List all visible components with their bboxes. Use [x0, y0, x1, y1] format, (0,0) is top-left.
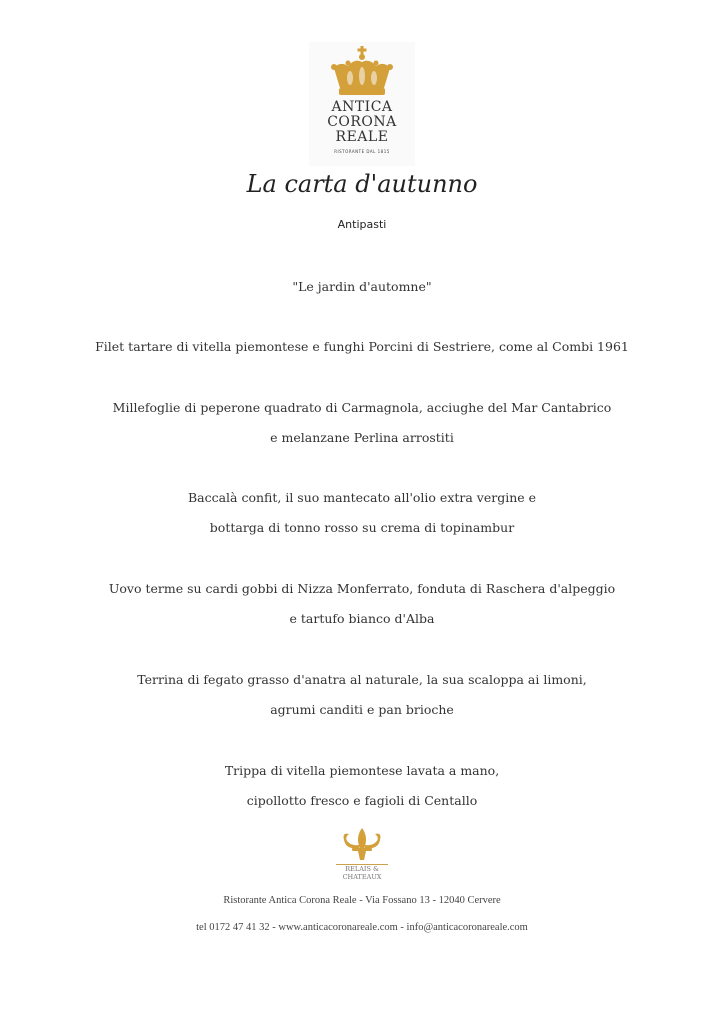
footer-contact: tel 0172 47 41 32 - www.anticacoronareale.com - info@anticacoronareale.com [196, 922, 528, 933]
menu-line: bottarga di tonno rosso su crema di topinambur [209, 520, 515, 535]
menu-line: Uovo terme su cardi gobbi di Nizza Monferrato, fonduta di Raschera d'alpeggio [108, 581, 616, 596]
menu-line: Baccalà confit, il suo mantecato all'olio extra vergine e [187, 490, 537, 505]
menu-line: Millefoglie di peperone quadrato di Carmagnola, acciughe del Mar Cantabrico [112, 400, 612, 415]
logo-name-line2: CORONA [327, 114, 397, 130]
menu-line: "Le jardin d'automne" [292, 279, 432, 294]
logo-name-line3: REALE [335, 129, 389, 145]
menu-line: e tartufo bianco d'Alba [289, 611, 435, 626]
menu-line: Trippa di vitella piemontese lavata a mano, [224, 763, 500, 778]
menu-line: e melanzane Perlina arrostiti [270, 430, 454, 445]
logo-name-line1: ANTICA [331, 99, 393, 115]
menu-line: Filet tartare di vitella piemontese e funghi Porcini di Sestriere, come al Combi 1961 [95, 339, 629, 354]
restaurant-logo [309, 42, 415, 166]
menu-line: Terrina di fegato grasso d'anatra al naturale, la sua scaloppa ai limoni, [137, 672, 587, 687]
relais-line2: CHATEAUX [342, 873, 382, 881]
menu-line: cipollotto fresco e fagioli di Centallo [246, 793, 478, 808]
fleur-de-lis-icon [338, 828, 386, 864]
crown-icon [328, 46, 396, 98]
menu-line: agrumi canditi e pan brioche [270, 702, 454, 717]
logo-tagline: RISTORANTE DAL 1815 [334, 149, 390, 154]
section-heading: Antipasti [337, 218, 387, 231]
footer-address: Ristorante Antica Corona Reale - Via Fossano 13 - 12040 Cervere [223, 895, 501, 906]
menu-title: La carta d'autunno [246, 170, 478, 198]
relais-line1: RELAIS & [345, 865, 379, 873]
